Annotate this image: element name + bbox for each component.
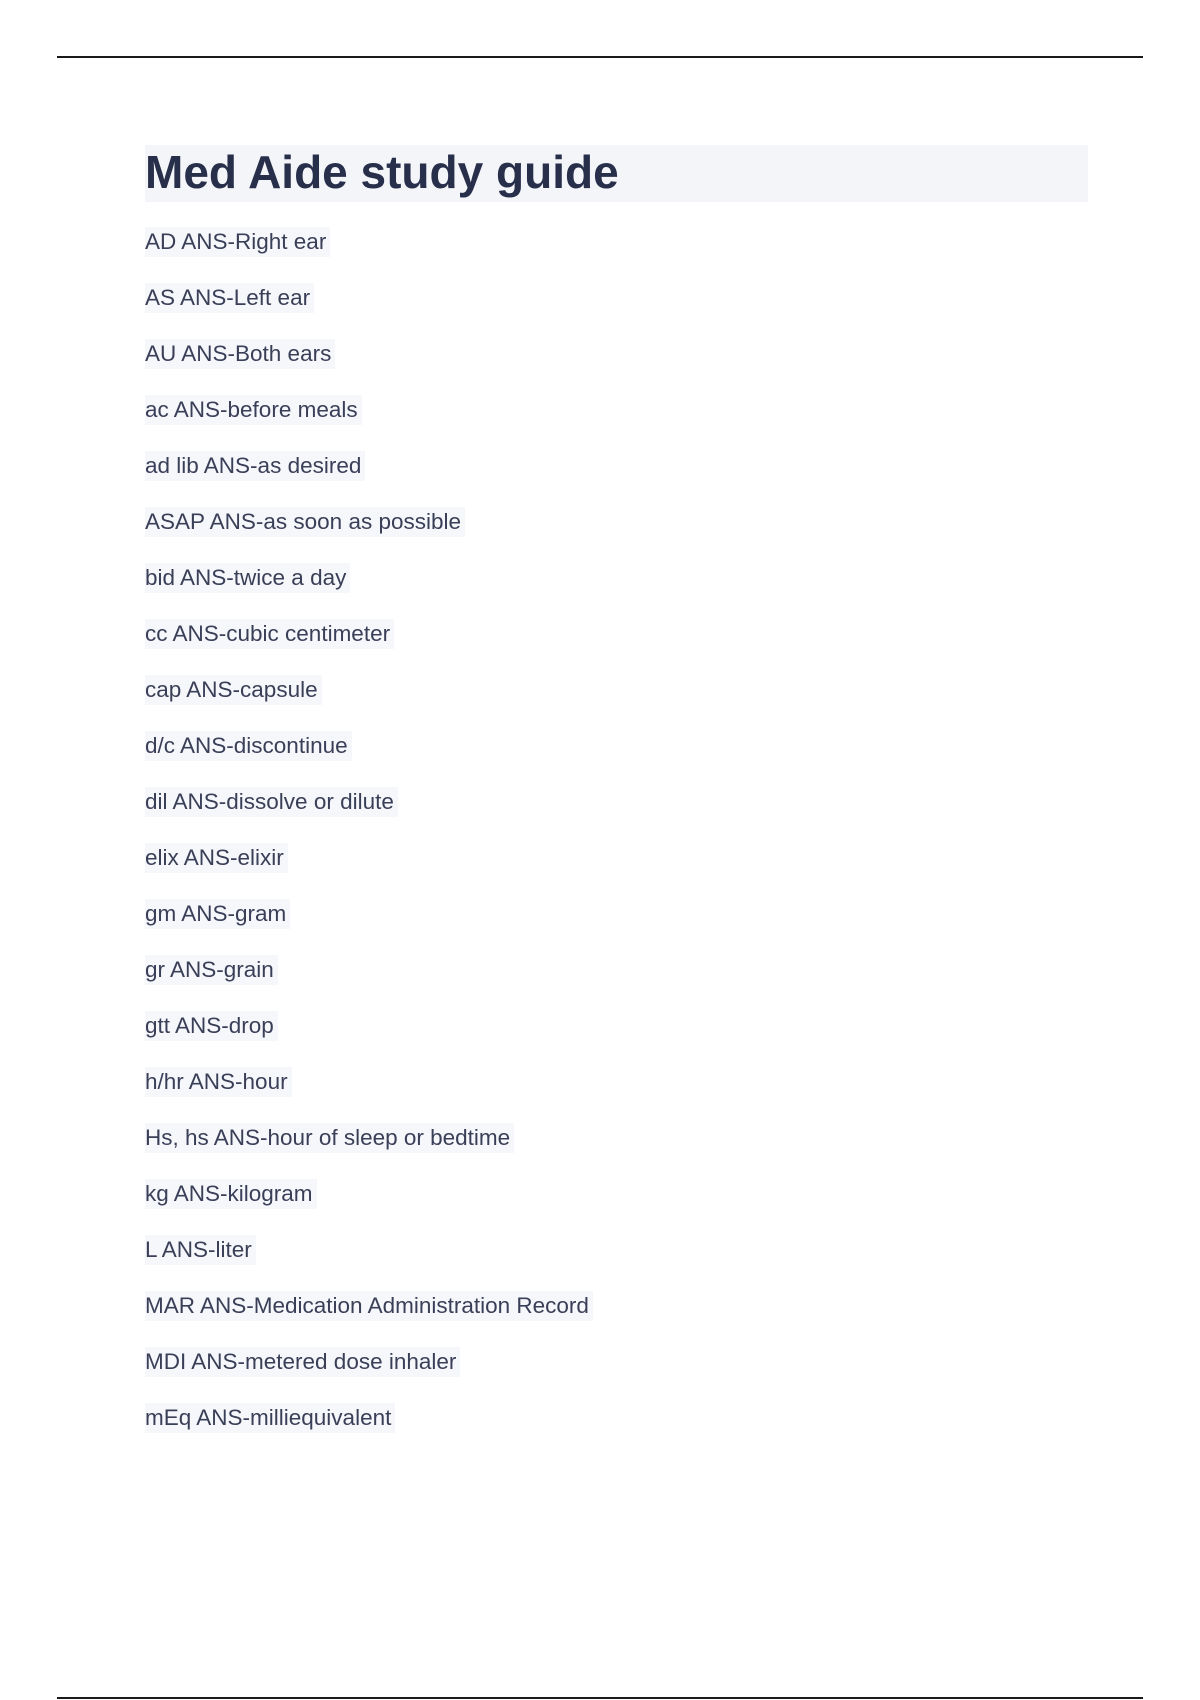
list-item <box>145 731 1088 787</box>
list-item <box>145 395 1088 451</box>
list-item <box>145 955 1088 1011</box>
list-item <box>145 619 1088 675</box>
abbreviation-list <box>145 227 1088 1459</box>
title-highlight <box>145 145 1088 202</box>
list-item <box>145 1179 1088 1235</box>
entry-text: h/hr ANS-hour <box>145 1067 292 1097</box>
entry-text: elix ANS-elixir <box>145 843 288 873</box>
entry-text: MDI ANS-metered dose inhaler <box>145 1347 460 1377</box>
list-item <box>145 339 1088 395</box>
list-item <box>145 1123 1088 1179</box>
entry-text: AS ANS-Left ear <box>145 283 314 313</box>
list-item <box>145 1235 1088 1291</box>
entry-text: Hs, hs ANS-hour of sleep or bedtime <box>145 1123 514 1153</box>
list-item <box>145 451 1088 507</box>
entry-text: cap ANS-capsule <box>145 675 322 705</box>
entry-text: gtt ANS-drop <box>145 1011 278 1041</box>
entry-text: ad lib ANS-as desired <box>145 451 365 481</box>
list-item <box>145 283 1088 339</box>
entry-text: AU ANS-Both ears <box>145 339 335 369</box>
entry-text: kg ANS-kilogram <box>145 1179 317 1209</box>
entry-text: gr ANS-grain <box>145 955 278 985</box>
list-item <box>145 675 1088 731</box>
entry-text: gm ANS-gram <box>145 899 290 929</box>
entry-text: L ANS-liter <box>145 1235 256 1265</box>
list-item <box>145 1067 1088 1123</box>
entry-text: mEq ANS-milliequivalent <box>145 1403 395 1433</box>
list-item <box>145 507 1088 563</box>
list-item <box>145 563 1088 619</box>
list-item <box>145 227 1088 283</box>
footer-rule <box>57 1697 1143 1699</box>
entry-text: dil ANS-dissolve or dilute <box>145 787 398 817</box>
entry-text: AD ANS-Right ear <box>145 227 330 257</box>
list-item <box>145 1347 1088 1403</box>
entry-text: bid ANS-twice a day <box>145 563 350 593</box>
list-item <box>145 787 1088 843</box>
list-item <box>145 899 1088 955</box>
list-item <box>145 843 1088 899</box>
list-item <box>145 1291 1088 1347</box>
entry-text: MAR ANS-Medication Administration Record <box>145 1291 593 1321</box>
entry-text: cc ANS-cubic centimeter <box>145 619 394 649</box>
list-item <box>145 1011 1088 1067</box>
page-title: Med Aide study guide <box>145 146 619 198</box>
entry-text: ac ANS-before meals <box>145 395 362 425</box>
entry-text: ASAP ANS-as soon as possible <box>145 507 465 537</box>
entry-text: d/c ANS-discontinue <box>145 731 352 761</box>
list-item <box>145 1403 1088 1459</box>
